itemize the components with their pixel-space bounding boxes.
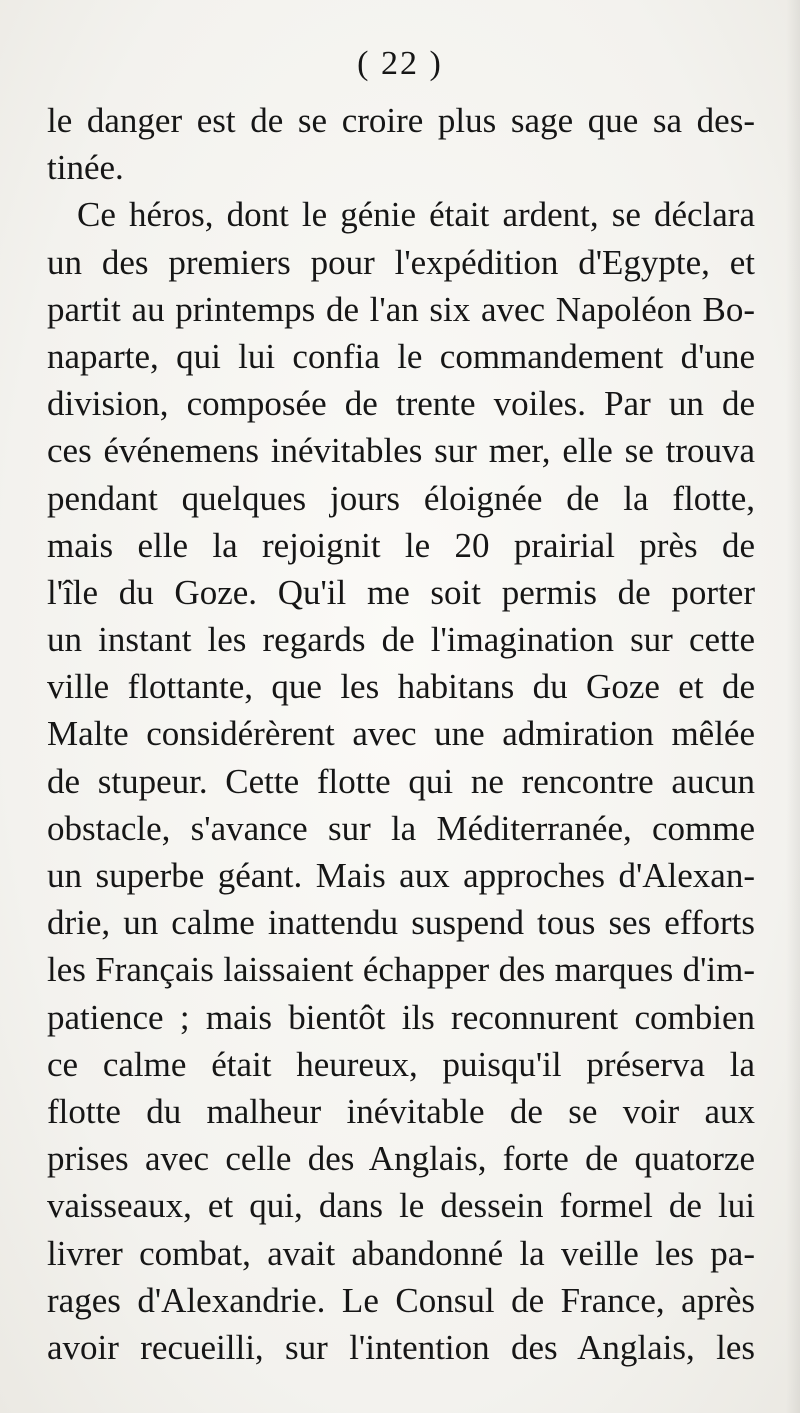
body-text xyxy=(47,97,755,1371)
text-line: obstacle, s'avance sur la Méditerranée, comme xyxy=(47,808,755,848)
text-line: ville flottante, que les habitans du Goze et de xyxy=(47,667,755,707)
text-line: prises avec celle des Anglais, forte de quatorze xyxy=(47,1139,755,1179)
text-line: avoir recueilli, sur l'intention des Anglais, les xyxy=(47,1327,755,1367)
text-line: naparte, qui lui confia le commandement d'une xyxy=(47,336,755,376)
text-line: Malte considérèrent avec une admiration mêlée xyxy=(47,714,755,754)
text-line: partit au printemps de l'an six avec Napoléon Bo- xyxy=(47,289,755,329)
text-line: de stupeur. Cette flotte qui ne rencontre aucun xyxy=(47,761,755,801)
text-line: drie, un calme inattendu suspend tous ses efforts xyxy=(47,903,755,943)
text-line: le danger est de se croire plus sage que sa des- xyxy=(47,101,755,140)
text-line: ce calme était heureux, puisqu'il préserva la xyxy=(47,1044,755,1084)
page-number: ( 22 ) xyxy=(357,45,443,82)
page-edge-shadow xyxy=(786,0,800,1413)
text-line: rages d'Alexandrie. Le Consul de France, après xyxy=(47,1280,755,1320)
text-line: division, composée de trente voiles. Par un de xyxy=(47,384,755,424)
text-line: vaisseaux, et qui, dans le dessein formel de lui xyxy=(47,1186,755,1226)
text-line: un des premiers pour l'expédition d'Egypte, et xyxy=(47,242,755,282)
text-line: flotte du malheur inévitable de se voir aux xyxy=(47,1091,755,1131)
text-line: un superbe géant. Mais aux approches d'Alexan- xyxy=(47,856,755,895)
text-line: l'île du Goze. Qu'il me soit permis de porter xyxy=(47,572,755,612)
text-line: Ce héros, dont le génie était ardent, se déclara xyxy=(77,195,755,235)
text-line: livrer combat, avait abandonné la veille les pa- xyxy=(47,1233,755,1273)
text-line: pendant quelques jours éloignée de la flotte, xyxy=(47,478,755,518)
text-line: patience ; mais bientôt ils reconnurent combien xyxy=(47,997,755,1037)
text-line: les Français laissaient échapper des marques d'im- xyxy=(47,950,755,990)
text-line: mais elle la rejoignit le 20 prairial près de xyxy=(47,525,755,565)
text-line: ces événemens inévitables sur mer, elle se trouva xyxy=(47,431,755,471)
text-line: un instant les regards de l'imagination sur cette xyxy=(47,620,755,660)
text-line: tinée. xyxy=(47,148,124,188)
